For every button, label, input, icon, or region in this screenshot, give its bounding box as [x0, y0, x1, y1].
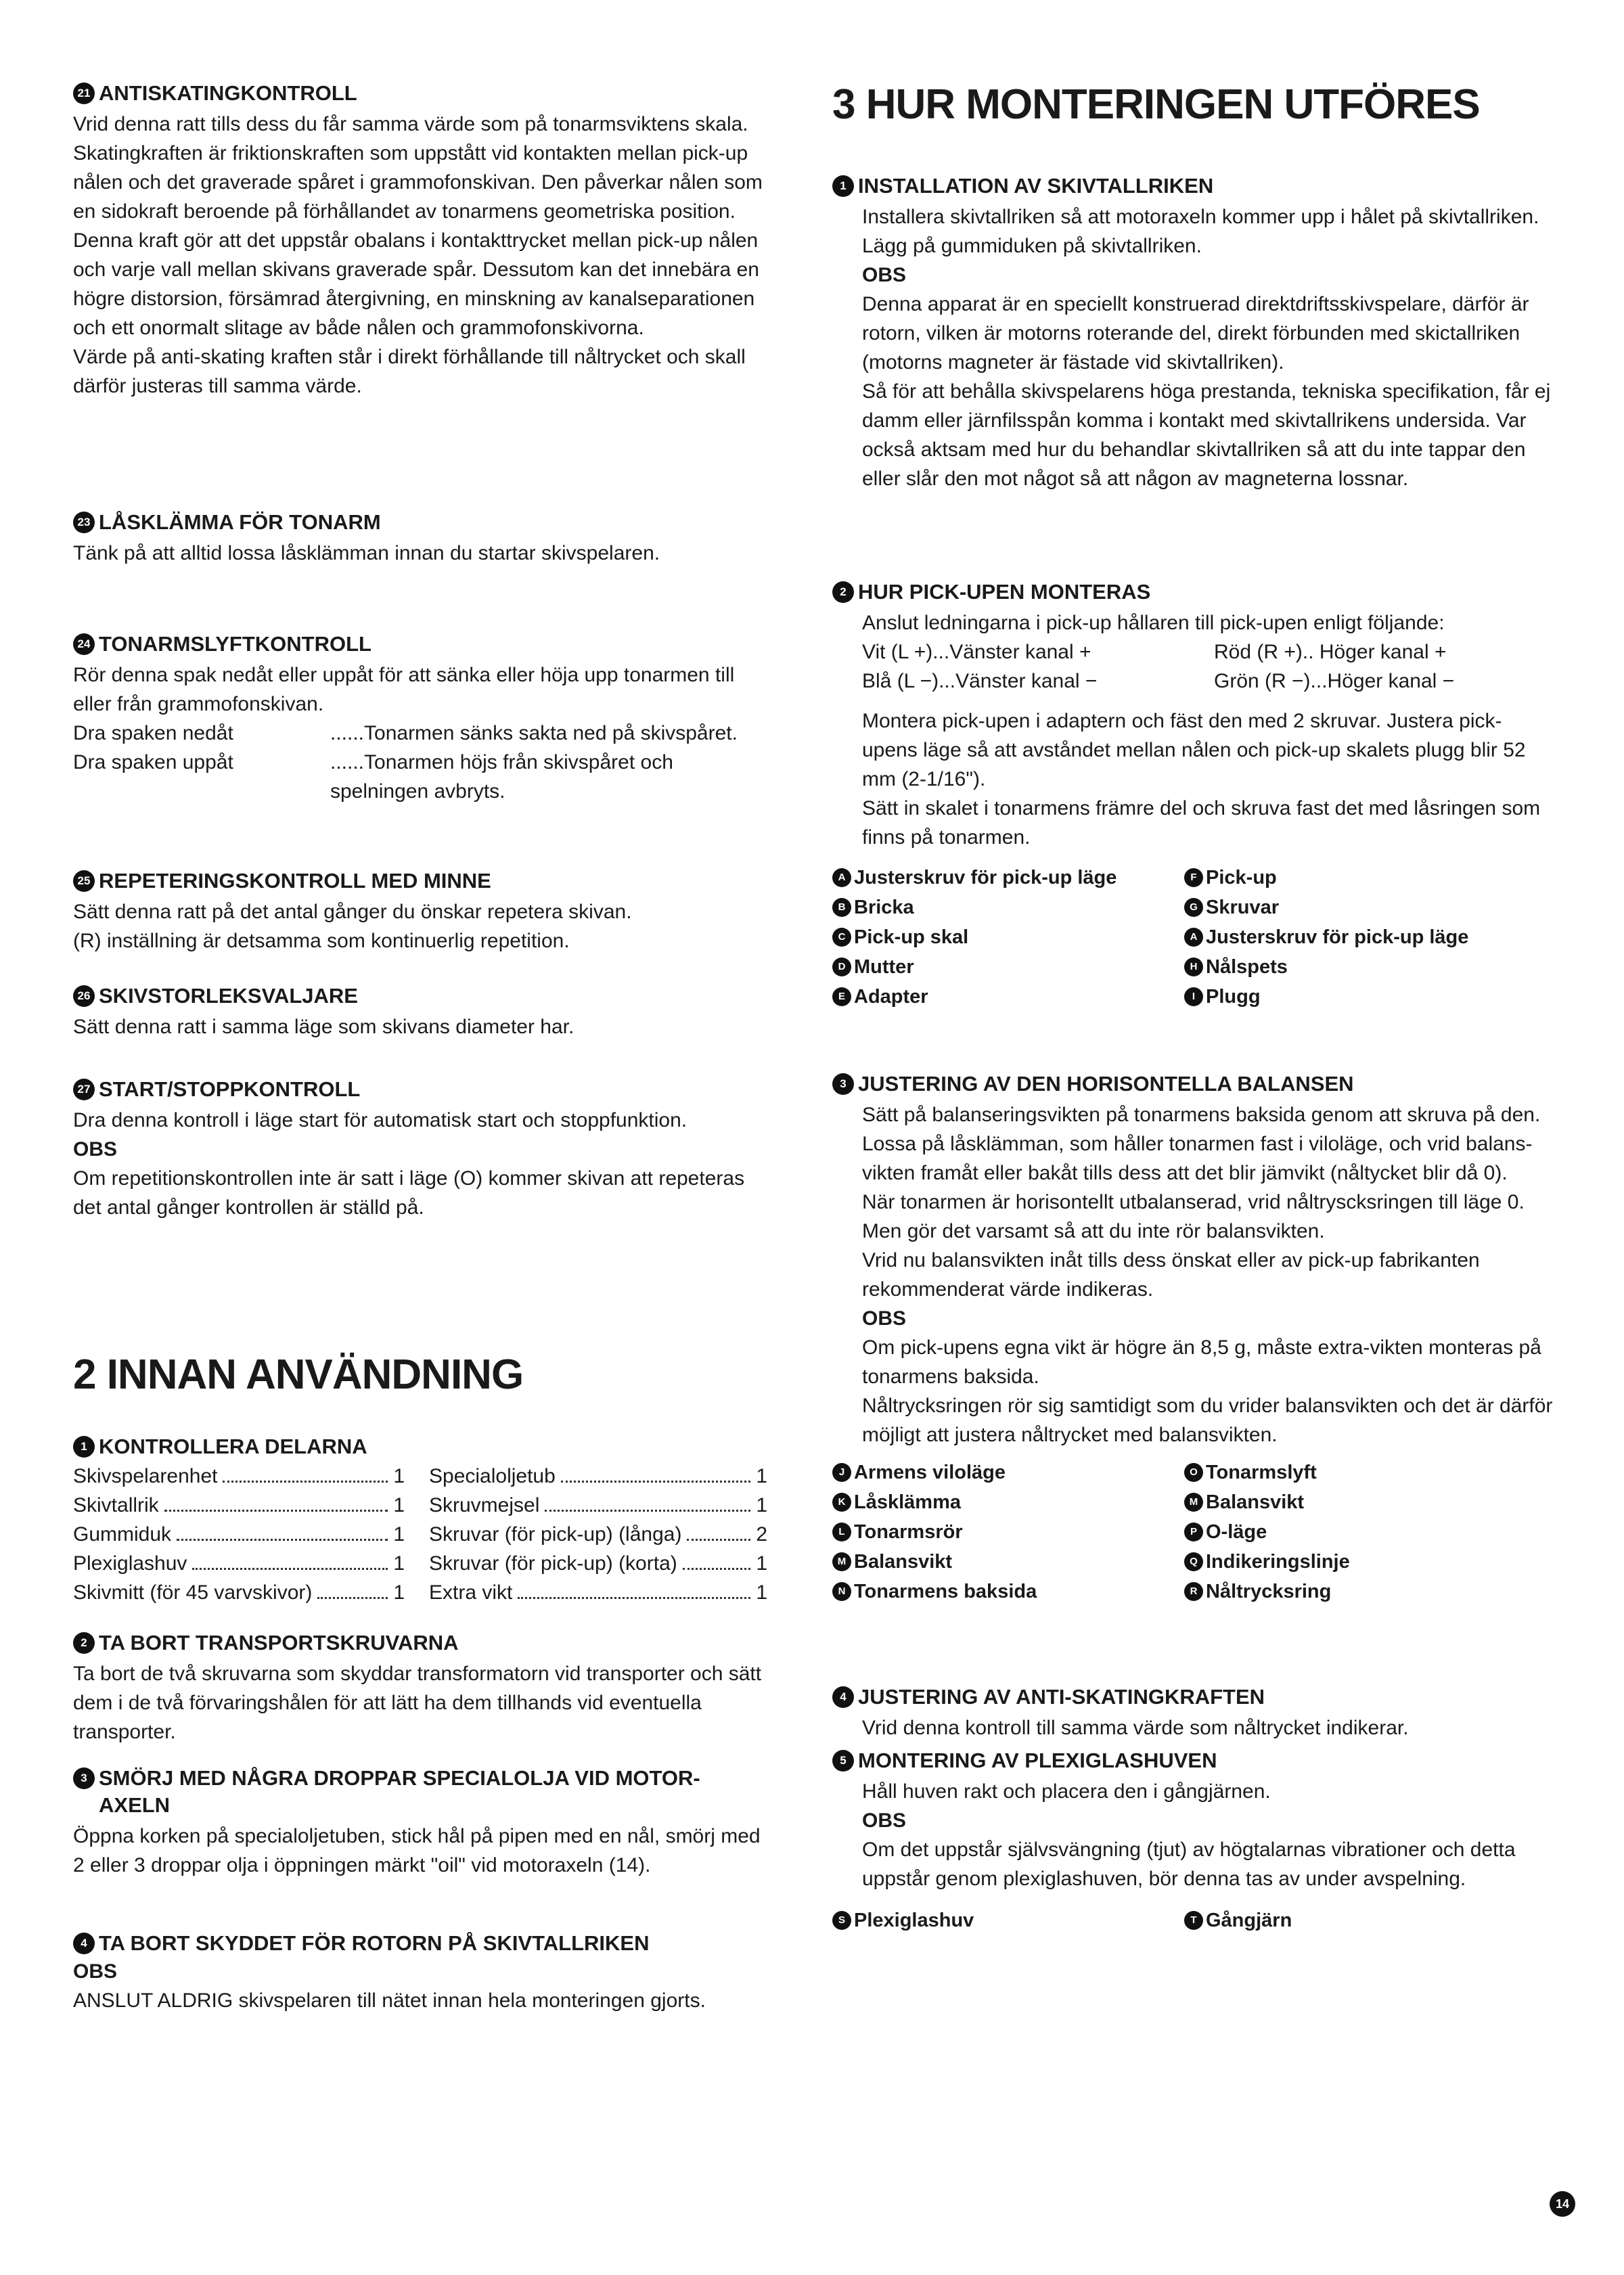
section-title: REPETERINGSKONTROLL MED MINNE	[99, 869, 491, 893]
section-kontrollera-delarna	[73, 1433, 770, 1607]
list-item: Skruvar (för pick-up) (korta) 1	[429, 1549, 767, 1578]
section-title: TA BORT TRANSPORTSKRUVARNA	[99, 1631, 459, 1654]
paragraph: Om pick-upens egna vikt är högre än 8,5 g, måste extra-vikten monteras på tonarmens baksida.	[862, 1336, 1541, 1388]
letter-badge: J	[832, 1463, 851, 1482]
paragraph: Vrid nu balansvikten inåt tills dess önskat eller av pick-up fabrikanten rekommenderat värde indikeras.	[862, 1249, 1480, 1301]
letter-badge: I	[1184, 987, 1203, 1006]
paragraph: Sätt denna ratt på det antal gånger du önskar repetera skivan.	[73, 901, 632, 923]
number-badge: 24	[73, 633, 95, 655]
legend-item: T Gångjärn	[1184, 1906, 1536, 1935]
list-item: Skruvmejsel 1	[429, 1491, 767, 1520]
paragraph: Tänk på att alltid lossa låsklämman innan du startar skivspelaren.	[73, 542, 660, 564]
paragraph: Rör denna spak nedåt eller uppåt för att sänka eller höja upp tonarmen till eller från grammofonskivan.	[73, 664, 735, 715]
section-title: INSTALLATION AV SKIVTALLRIKEN	[858, 174, 1214, 198]
page-number: 14	[1550, 2191, 1575, 2217]
section-title-cont: AXELN	[99, 1793, 171, 1817]
section-title: ANTISKATINGKONTROLL	[99, 81, 357, 105]
paragraph: Öppna korken på specialoljetuben, stick hål på pipen med en nål, smörj med 2 eller 3 droppar olja i öppningen märkt "oil" vid motoraxeln (14).	[73, 1825, 761, 1876]
paragraph: Skatingkraften är friktionskraften som uppstått vid kontakten mellan pick-up nålen och det graverade spåret i grammofonskivan. Den påverkar nålen som en sidokraft beroende på förhållandet av tonarmens geometriska position.	[73, 142, 763, 223]
number-badge: 3	[73, 1767, 95, 1789]
section-startstopp	[73, 1076, 770, 1222]
paragraph: Installera skivtallriken så att motoraxeln kommer upp i hålet på skivtallriken. Lägg på gummiduken på skivtallriken.	[862, 206, 1539, 257]
number-badge: 25	[73, 870, 95, 892]
list-item: Gummiduk 1	[73, 1520, 405, 1549]
letter-badge: Q	[1184, 1552, 1203, 1571]
number-badge: 1	[73, 1436, 95, 1458]
legend-item: E Adapter	[832, 982, 1184, 1012]
list-item: Skivtallrik 1	[73, 1491, 405, 1520]
legend-item: C Pick-up skal	[832, 922, 1184, 952]
list-item: Skruvar (för pick-up) (långa) 2	[429, 1520, 767, 1549]
letter-badge: H	[1184, 958, 1203, 976]
section-title: KONTROLLERA DELARNA	[99, 1435, 367, 1458]
letter-badge: N	[832, 1582, 851, 1601]
paragraph: ANSLUT ALDRIG skivspelaren till nätet innan hela monteringen gjorts.	[73, 1989, 706, 2012]
section-smorj	[73, 1765, 770, 1880]
paragraph: När tonarmen är horisontellt utbalanserad, vrid nåltryscksringen till läge 0. Men gör det varsamt så att du inte rör balansvikten.	[862, 1191, 1525, 1242]
parts-list	[73, 1462, 770, 1607]
legend-item: R Nåltrycksring	[1184, 1577, 1536, 1606]
letter-badge: B	[832, 898, 851, 917]
number-badge: 1	[832, 175, 854, 197]
chapter-heading: 3 HUR MONTERINGEN UTFÖRES	[832, 81, 1480, 128]
paragraph: Lossa på låsklämman, som håller tonarmen fast i viloläge, och vrid balans-vikten framåt eller bakåt tills dess att det blir jämvikt (nåltycket blir då 0).	[862, 1133, 1533, 1184]
section-lasklamma	[73, 509, 770, 568]
paragraph: Om det uppstår självsvängning (tjut) av högtalarnas vibrationer och detta uppstår genom plexiglashuven, bör denna tas av under avspelning.	[862, 1839, 1516, 1890]
paragraph: Ta bort de två skruvarna som skyddar transformatorn vid transporter och sätt dem i de två förvaringshålen för att lätt ha dem tillhands vid eventuella transporter.	[73, 1663, 762, 1743]
paragraph: (R) inställning är detsamma som kontinuerlig repetition.	[73, 930, 570, 952]
section-rotorskydd	[73, 1930, 770, 2015]
letter-badge: R	[1184, 1582, 1203, 1601]
section-plexiglashuv	[832, 1747, 1556, 1935]
legend-item: J Armens viloläge	[832, 1458, 1184, 1487]
section-antiskating	[73, 80, 770, 401]
number-badge: 21	[73, 83, 95, 104]
letter-badge: A	[832, 868, 851, 887]
list-item: Skivmitt (för 45 varvskivor) 1	[73, 1578, 405, 1607]
paragraph: Om repetitionskontrollen inte är satt i läge (O) kommer skivan att repeteras det antal gånger kontrollen är ställd på.	[73, 1167, 745, 1219]
legend-item: M Balansvikt	[832, 1547, 1184, 1577]
letter-badge: C	[832, 928, 851, 947]
chapter-heading: 2 INNAN ANVÄNDNING	[73, 1351, 524, 1398]
section-title: MONTERING AV PLEXIGLASHUVEN	[858, 1749, 1217, 1772]
paragraph: Vrid denna kontroll till samma värde som nåltrycket indikerar.	[862, 1717, 1409, 1739]
legend-item: O Tonarmslyft	[1184, 1458, 1536, 1487]
number-badge: 23	[73, 512, 95, 533]
section-transportskruvar	[73, 1629, 770, 1747]
legend-item: B Bricka	[832, 893, 1184, 922]
section-title: SMÖRJ MED NÅGRA DROPPAR SPECIALOLJA VID MOTOR-	[99, 1766, 700, 1790]
section-title: TA BORT SKYDDET FÖR ROTORN PÅ SKIVTALLRIKEN	[99, 1931, 650, 1955]
legend-item: N Tonarmens baksida	[832, 1577, 1184, 1606]
paragraph: Anslut ledningarna i pick-up hållaren till pick-upen enligt följande:	[862, 612, 1445, 634]
paragraph: Värde på anti-skating kraften står i direkt förhållande till nåltrycket och skall därför justeras till samma värde.	[73, 346, 746, 397]
obs-label: OBS	[862, 1809, 907, 1832]
paragraph: Sätt denna ratt i samma läge som skivans diameter har.	[73, 1016, 574, 1038]
number-badge: 4	[832, 1686, 854, 1708]
number-badge: 2	[832, 581, 854, 603]
legend-item: H Nålspets	[1184, 952, 1536, 982]
letter-badge: S	[832, 1911, 851, 1930]
paragraph: Nåltrycksringen rör sig samtidigt som du vrider balansvikten och det är därför möjligt att justera nåltrycket med balansvikten.	[862, 1395, 1553, 1446]
paragraph: Håll huven rakt och placera den i gångjärnen.	[862, 1780, 1271, 1803]
legend-item: A Justerskruv för pick-up läge	[832, 863, 1184, 893]
section-title: SKIVSTORLEKSVALJARE	[99, 984, 358, 1008]
section-antiskating-justering	[832, 1684, 1556, 1742]
number-badge: 3	[832, 1073, 854, 1095]
list-item: Plexiglashuv 1	[73, 1549, 405, 1578]
obs-label: OBS	[862, 264, 907, 286]
paragraph: Så för att behålla skivspelarens höga prestanda, tekniska specifikation, får ej damm eller järnfilsspån komma i kontakt med skivtallrikens undersida. Var också aktsam med hur du behandlar skivtallriken så att du inte tappar den eller slår den mot något så att någon av magneterna lossnar.	[862, 380, 1551, 490]
letter-badge: M	[832, 1552, 851, 1571]
legend-item: I Plugg	[1184, 982, 1536, 1012]
legend-item: F Pick-up	[1184, 863, 1536, 893]
section-title: JUSTERING AV ANTI-SKATINGKRAFTEN	[858, 1685, 1265, 1709]
wire-row: Vit (L +)...Vänster kanal + Röd (R +).. Höger kanal +	[862, 641, 1447, 663]
letter-badge: E	[832, 987, 851, 1006]
section-title: LÅSKLÄMMA FÖR TONARM	[99, 510, 381, 534]
parts-list-right	[429, 1462, 767, 1607]
legend-item: S Plexiglashuv	[832, 1906, 1184, 1935]
section-title: JUSTERING AV DEN HORISONTELLA BALANSEN	[858, 1072, 1354, 1096]
list-item: Extra vikt 1	[429, 1578, 767, 1607]
operation-row: Dra spaken nedåt ......Tonarmen sänks sakta ned på skivspåret.	[73, 722, 738, 744]
paragraph: Vrid denna ratt tills dess du får samma värde som på tonarmsviktens skala.	[73, 113, 748, 135]
letter-badge: K	[832, 1493, 851, 1512]
number-badge: 27	[73, 1079, 95, 1100]
parts-list-left	[73, 1462, 405, 1607]
operation-row: Dra spaken uppåt ......Tonarmen höjs från skivspåret och spelningen avbryts.	[73, 751, 673, 803]
letter-badge: L	[832, 1523, 851, 1541]
letter-badge: P	[1184, 1523, 1203, 1541]
letter-badge: D	[832, 958, 851, 976]
paragraph: Dra denna kontroll i läge start för automatisk start och stoppfunktion.	[73, 1109, 687, 1131]
section-installation	[832, 173, 1556, 493]
number-badge: 4	[73, 1933, 95, 1954]
label-legend	[832, 1458, 1556, 1606]
legend-item: M Balansvikt	[1184, 1487, 1536, 1517]
number-badge: 5	[832, 1750, 854, 1772]
legend-item: A Justerskruv för pick-up läge	[1184, 922, 1536, 952]
letter-badge: F	[1184, 868, 1203, 887]
letter-badge: G	[1184, 898, 1203, 917]
list-item: Skivspelarenhet 1	[73, 1462, 405, 1491]
wire-row: Blå (L −)...Vänster kanal − Grön (R −)...Höger kanal −	[862, 670, 1455, 692]
number-badge: 2	[73, 1632, 95, 1654]
legend-item: P O-läge	[1184, 1517, 1536, 1547]
section-horisontell-balans	[832, 1071, 1556, 1606]
legend-item: L Tonarmsrör	[832, 1517, 1184, 1547]
obs-label: OBS	[862, 1307, 907, 1330]
letter-badge: M	[1184, 1493, 1203, 1512]
paragraph: Denna apparat är en speciellt konstruerad direktdriftsskivspelare, därför är rotorn, vilken är motorns roterande del, direkt förbunden med skictallriken (motorns magneter är fästade vid skivtallriken).	[862, 293, 1529, 374]
letter-badge: A	[1184, 928, 1203, 947]
section-tonarmslyft	[73, 631, 770, 806]
legend-item: Q Indikeringslinje	[1184, 1547, 1536, 1577]
list-item: Specialoljetub 1	[429, 1462, 767, 1491]
paragraph: Denna kraft gör att det uppstår obalans i kontakttrycket mellan pick-up nålen och varje vall mellan skivans graverade spår. Dessutom kan det innebära en högre distorsion, försämrad återgivning, en minskning av kanalseparationen och ett onormalt slitage av både nålen och grammofonskivorna.	[73, 229, 759, 339]
section-skivstorlek	[73, 983, 770, 1041]
obs-label: OBS	[73, 1138, 118, 1161]
section-title: HUR PICK-UPEN MONTERAS	[858, 580, 1151, 604]
section-pickup-montering	[832, 579, 1556, 1012]
letter-badge: T	[1184, 1911, 1203, 1930]
paragraph: Montera pick-upen i adaptern och fäst den med 2 skruvar. Justera pick-upens läge så att avståndet mellan nålen och pick-up skalets plugg blir 52 mm (2-1/16").	[862, 710, 1526, 790]
paragraph: Sätt in skalet i tonarmens främre del och skruva fast det med låsringen som finns på tonarmen.	[862, 797, 1541, 849]
obs-label: OBS	[73, 1960, 118, 1983]
section-title: TONARMSLYFTKONTROLL	[99, 632, 371, 656]
legend-item: K Låsklämma	[832, 1487, 1184, 1517]
section-repetering	[73, 868, 770, 955]
number-badge: 26	[73, 985, 95, 1007]
label-legend	[832, 1906, 1556, 1935]
label-legend	[832, 863, 1556, 1012]
section-title: START/STOPPKONTROLL	[99, 1077, 361, 1101]
paragraph: Sätt på balanseringsvikten på tonarmens baksida genom att skruva på den.	[862, 1104, 1541, 1126]
legend-item: G Skruvar	[1184, 893, 1536, 922]
letter-badge: O	[1184, 1463, 1203, 1482]
legend-item: D Mutter	[832, 952, 1184, 982]
